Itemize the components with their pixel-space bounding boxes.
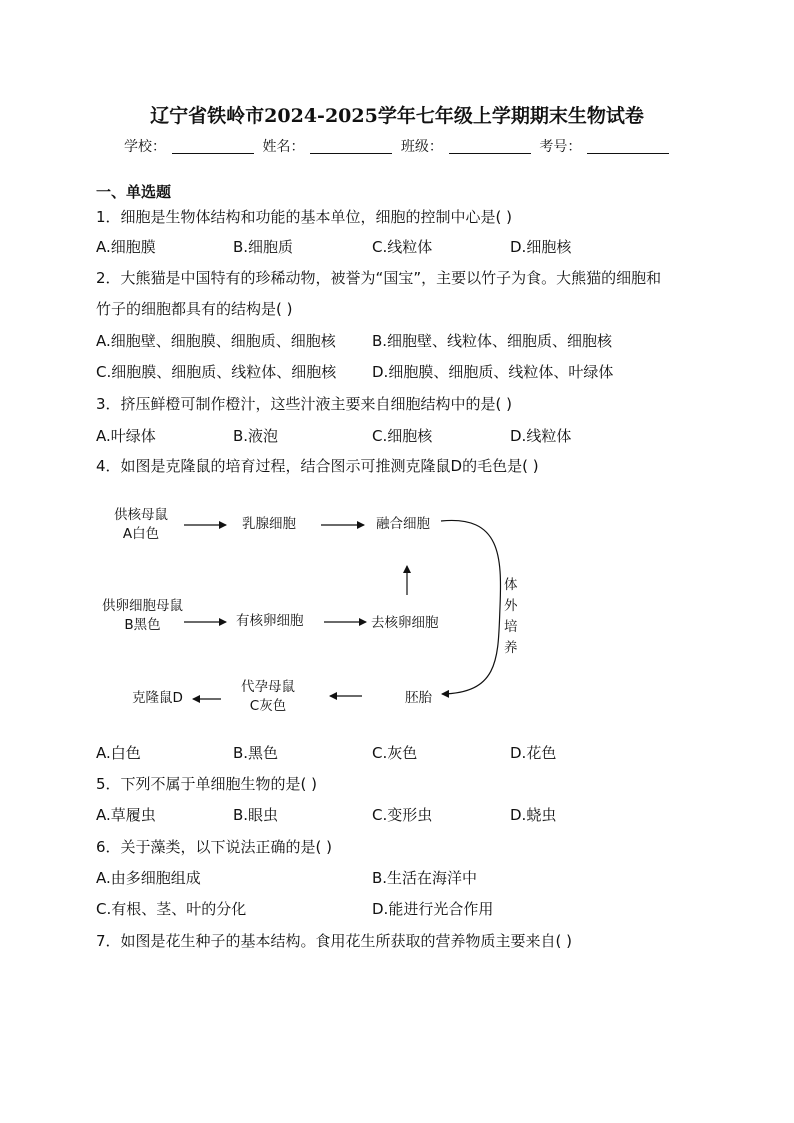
question-1-stem: 1．细胞是生物体结构和功能的基本单位，细胞的控制中心是( ) (96, 208, 513, 226)
school-label: 学校： (124, 139, 166, 155)
clone-mouse-diagram (96, 497, 566, 727)
q5-option-b: B.眼虫 (233, 806, 279, 824)
egg-donor-mother-b-name: 供卵细胞母鼠 (102, 598, 183, 614)
q1-option-a: A.细胞膜 (96, 238, 156, 256)
q5-option-a: A.草履虫 (96, 806, 156, 824)
q5-option-d: D.蛲虫 (510, 806, 557, 824)
donor-mother-a-color: A白色 (122, 526, 160, 542)
question-7-stem: 7．如图是花生种子的基本结构。食用花生所获取的营养物质主要来自( ) (96, 932, 573, 950)
q1-option-c: C.线粒体 (372, 238, 433, 256)
embryo: 胚胎 (405, 690, 432, 706)
q5-option-c: C.变形虫 (372, 806, 433, 824)
q3-option-b: B.液泡 (233, 427, 279, 445)
q4-option-d: D.花色 (510, 744, 557, 762)
in-vitro-culture-label (504, 575, 518, 659)
q6-option-b: B.生活在海洋中 (372, 869, 478, 887)
class-blank (449, 139, 531, 154)
surrogate-mother-c-name: 代孕母鼠 (241, 679, 295, 695)
q1-option-d: D.细胞核 (510, 238, 572, 256)
q2-option-d: D.细胞膜、细胞质、线粒体、叶绿体 (372, 363, 614, 381)
q6-option-d: D.能进行光合作用 (372, 900, 494, 918)
surrogate-mother-c-color: C灰色 (249, 698, 287, 714)
question-4-stem: 4．如图是克隆鼠的培育过程，结合图示可推测克隆鼠D的毛色是( ) (96, 457, 539, 475)
section-heading: 一、单选题 (96, 183, 172, 201)
enucleated-egg-cell: 去核卵细胞 (371, 615, 439, 631)
q3-option-a: A.叶绿体 (96, 427, 156, 445)
q2-option-c: C.细胞膜、细胞质、线粒体、细胞核 (96, 363, 337, 381)
q3-option-d: D.线粒体 (510, 427, 572, 445)
name-blank (310, 139, 392, 154)
question-2-stem-cont: 竹子的细胞都具有的结构是( ) (96, 300, 293, 318)
culture-char-2: 外 (504, 598, 518, 614)
number-label: 考号： (539, 139, 582, 155)
donor-mother-a-name: 供核母鼠 (114, 507, 168, 523)
clone-mouse-d: 克隆鼠D (132, 690, 183, 706)
donor-mother-a (114, 506, 168, 544)
q2-option-a: A.细胞壁、细胞膜、细胞质、细胞核 (96, 332, 336, 350)
culture-char-3: 培 (504, 619, 518, 635)
surrogate-mother-c (241, 678, 295, 716)
school-blank (172, 139, 254, 154)
q6-option-c: C.有根、茎、叶的分化 (96, 900, 247, 918)
nucleated-egg-cell: 有核卵细胞 (236, 613, 304, 629)
fused-cell: 融合细胞 (376, 516, 430, 532)
class-label: 班级： (400, 139, 443, 155)
q4-option-a: A.白色 (96, 744, 141, 762)
culture-char-4: 养 (504, 640, 518, 656)
q3-option-c: C.细胞核 (372, 427, 433, 445)
question-2-stem: 2．大熊猫是中国特有的珍稀动物，被誉为“国宝”，主要以竹子为食。大熊猫的细胞和 (96, 269, 662, 287)
question-6-stem: 6．关于藻类，以下说法正确的是( ) (96, 838, 333, 856)
question-3-stem: 3．挤压鲜橙可制作橙汁，这些汁液主要来自细胞结构中的是( ) (96, 395, 513, 413)
culture-char-1: 体 (504, 577, 518, 593)
name-label: 姓名： (262, 139, 305, 155)
student-info-row (124, 136, 673, 156)
q1-option-b: B.细胞质 (233, 238, 294, 256)
q4-option-c: C.灰色 (372, 744, 418, 762)
q4-option-b: B.黑色 (233, 744, 279, 762)
question-5-stem: 5．下列不属于单细胞生物的是( ) (96, 775, 318, 793)
q6-option-a: A.由多细胞组成 (96, 869, 201, 887)
number-blank (587, 139, 669, 154)
egg-donor-mother-b-color: B黑色 (124, 617, 161, 633)
page-title: 辽宁省铁岭市2024-2025学年七年级上学期期末生物试卷 (150, 105, 644, 127)
mammary-cell: 乳腺细胞 (242, 516, 296, 532)
egg-donor-mother-b (102, 597, 183, 635)
q2-option-b: B.细胞壁、线粒体、细胞质、细胞核 (372, 332, 613, 350)
